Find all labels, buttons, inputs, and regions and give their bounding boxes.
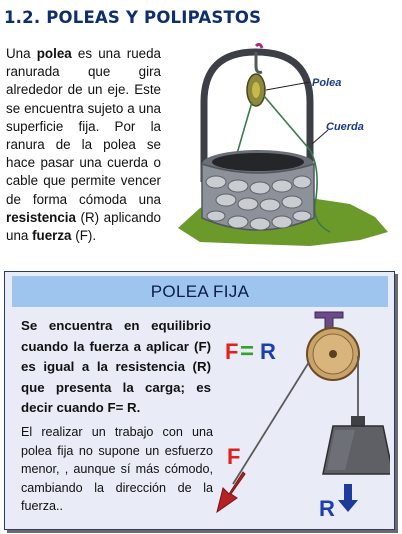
intro-bold-resistencia: resistencia [6,209,76,225]
intro-text-2: es una rueda ranurada que gira alrededor de un eje. Este se encuentra sujeto a una superficie fija. Por la ranura de la polea se hace pasar una cuerda o cable que permite vencer de forma cómoda una [6,46,161,207]
intro-paragraph [6,45,161,245]
intro-bold-fuerza: fuerza [32,228,72,244]
label-force: F [227,444,241,469]
label-polea: Polea [312,77,342,89]
well-illustration [160,32,400,254]
intro-text-1: Una [6,46,37,61]
fixed-pulley-diagram [215,304,390,524]
equation-f: F [225,339,239,364]
intro-text-4: (F). [71,228,97,244]
label-resistance: R [319,496,335,521]
section-title: 1.2. POLEAS Y POLIPASTOS [4,8,262,27]
work-paragraph: El realizar un trabajo con una polea fija no supone un esfuerzo menor, , aunque sí más cómodo, cambiando la dirección de la fuerza.. [21,425,213,514]
equilibrium-paragraph: Se encuentra en equilibrio cuando la fuerza a aplicar (F) es igual a la resistencia (R) que presenta la carga; es decir cuando F= R. [21,318,211,416]
equation-equals: = [240,338,255,365]
intro-bold-polea: polea [36,46,72,61]
equation-r: R [260,339,276,364]
box-header [12,276,388,307]
label-cuerda: Cuerda [326,121,364,133]
box-header-text: POLEA FIJA [150,282,250,301]
intro-text-3: (R) aplicando una [6,209,161,244]
polea-fija-box [4,271,395,530]
